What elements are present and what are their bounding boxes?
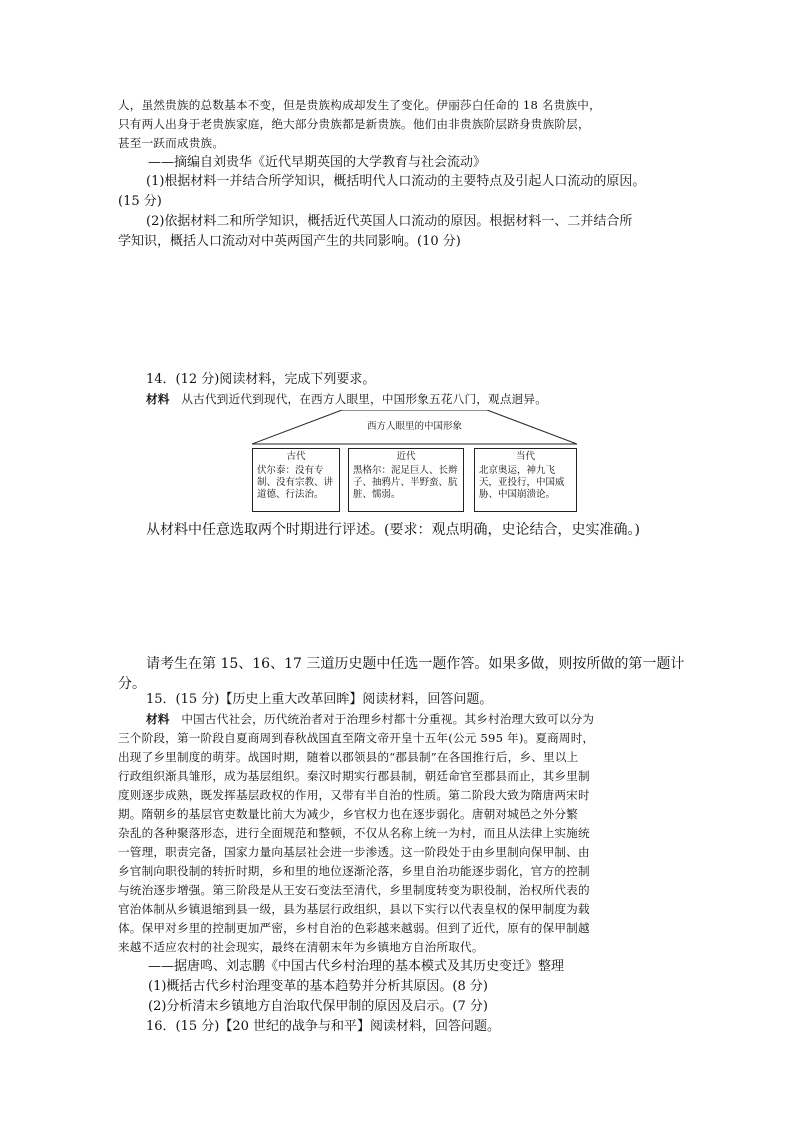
choice-note [118,654,690,694]
era-name: 古代 [286,451,306,462]
top-passage [118,96,690,173]
era-text: 伏尔泰：没有专制、没有宗教、讲道德、行法治。 [257,465,334,500]
q15-part1: (1)概括古代乡村治理变革的基本趋势并分析其原因。(8 分) [148,979,488,994]
q15-material-line: 出现了乡里制度的萌芽。战国时期，随着以郡领县的“郡县制”在各国推行后，乡、里以上 [118,750,579,764]
q14-requirement: 从材料中任意选取两个时期进行评述。(要求：观点明确，史论结合，史实准确。) [146,522,640,538]
q13-part1-score: (15 分) [118,194,162,209]
q15-material-line: 度则逐步成熟，既发挥基层政权的作用，又带有半自治的性质。第二阶段大致为隋唐两宋时 [118,788,590,802]
q15-material-line: 乡官制向职役制的转折时期，乡和里的地位逐渐沦落，乡里自治功能逐步弱化，官方的控制 [118,864,590,878]
question-15 [118,690,690,1037]
q15-title: 15．(15 分)【历史上重大改革回眸】阅读材料，回答问题。 [146,692,493,707]
era-box-contemporary [474,448,577,512]
material-text: 从古代到近代到现代，在西方人眼里，中国形象五花八门，观点迥异。 [181,392,547,406]
question-14 [118,370,690,409]
q14-title: 14．(12 分)阅读材料，完成下列要求。 [146,372,376,387]
diagram-title: 西方人眼里的中国形象 [366,421,462,432]
q15-material-line: 行政组织渐具雏形，成为基层组织。秦汉时期实行郡县制，朝廷命官至郡县而止，其乡里制 [118,769,590,783]
q15-material [118,710,690,957]
era-box-ancient [252,448,340,512]
passage-line: 人，虽然贵族的总数基本不变，但是贵族构成却发生了变化。伊丽莎白任命的 18 名贵族中， [118,98,601,112]
material-label: 材料 [146,392,170,406]
choice-note-line: 分。 [118,676,146,692]
era-name: 近代 [396,451,416,462]
era-box-modern [348,448,464,512]
q15-material-line: 期。隋朝乡的基层官吏数量比前大为减少，乡官权力也在逐步弱化。唐朝对城邑之外分繁 [118,807,578,821]
q14-material [118,390,690,409]
q14-requirement-block [118,520,690,540]
q15-source: ——据唐鸣、刘志鹏《中国古代乡村治理的基本模式及其历史变迁》整理 [148,959,565,974]
material-label: 材料 [146,712,170,726]
q15-material-line: 与统治逐步增强。第三阶段是从王安石变法至清代，乡里制度转变为职役制，治权所代表的 [118,883,590,897]
question-13-parts [118,172,690,252]
era-text: 黑格尔：泥足巨人、长辫子、抽鸦片、半野蛮、肮脏、懦弱。 [353,465,458,500]
era-name: 当代 [515,451,535,462]
q15-material-line: 材料 中国古代社会，历代统治者对于治理乡村都十分重视。其乡村治理大致可以分为 [146,712,595,726]
passage-line: 只有两人出身于老贵族家庭，绝大部分贵族都是新贵族。他们由非贵族阶层跻身贵族阶层， [118,117,590,131]
china-image-diagram [252,410,577,514]
q13-part1: (1)根据材料一并结合所学知识，概括明代人口流动的主要特点及引起人口流动的原因。 [146,174,646,189]
era-text: 北京奥运，神九飞天，亚投行，中国威胁、中国崩溃论。 [479,465,565,500]
q15-material-line: 官治体制从乡镇退缩到县一级，县为基层行政组织，县以下实行以代表皇权的保甲制度为载 [118,902,590,916]
passage-source: ——摘编自刘贵华《近代早期英国的大学教育与社会流动》 [148,155,487,170]
q15-material-line: 来越不适应农村的社会现实，最终在清朝末年为乡镇地方自治所取代。 [118,940,484,954]
q15-part2: (2)分析清末乡镇地方自治取代保甲制的原因及启示。(7 分) [148,999,488,1014]
q13-part2-cont: 学知识，概括人口流动对中英两国产生的共同影响。(10 分) [118,234,461,249]
q13-part2: (2)依据材料二和所学知识，概括近代英国人口流动的原因。根据材料一、二并结合所 [146,214,633,229]
q15-material-line: 三个阶段，第一阶段自夏商周到春秋战国直至隋文帝开皇十五年(公元 595 年)。夏商周时， [118,731,595,745]
q15-material-line: 体。保甲对乡里的控制更加严密，乡村自治的色彩越来越弱。但到了近代，原有的保甲制越 [118,921,590,935]
q15-material-line: 一管理，职责完备，国家力量向基层社会进一步渗透。这一阶段处于由乡里制向保甲制、由 [118,845,590,859]
q15-material-line: 杂乱的各种聚落形态，进行全面规范和整顿，不仅从名称上统一为村，而且从法律上实施统 [118,826,590,840]
q16-title: 16．(15 分)【20 世纪的战争与和平】阅读材料，回答问题。 [146,1019,501,1034]
choice-note-line: 请考生在第 15、16、17 三道历史题中任选一题作答。如果多做，则按所做的第一题计 [146,656,685,672]
passage-line: 甚至一跃而成贵族。 [118,136,225,150]
